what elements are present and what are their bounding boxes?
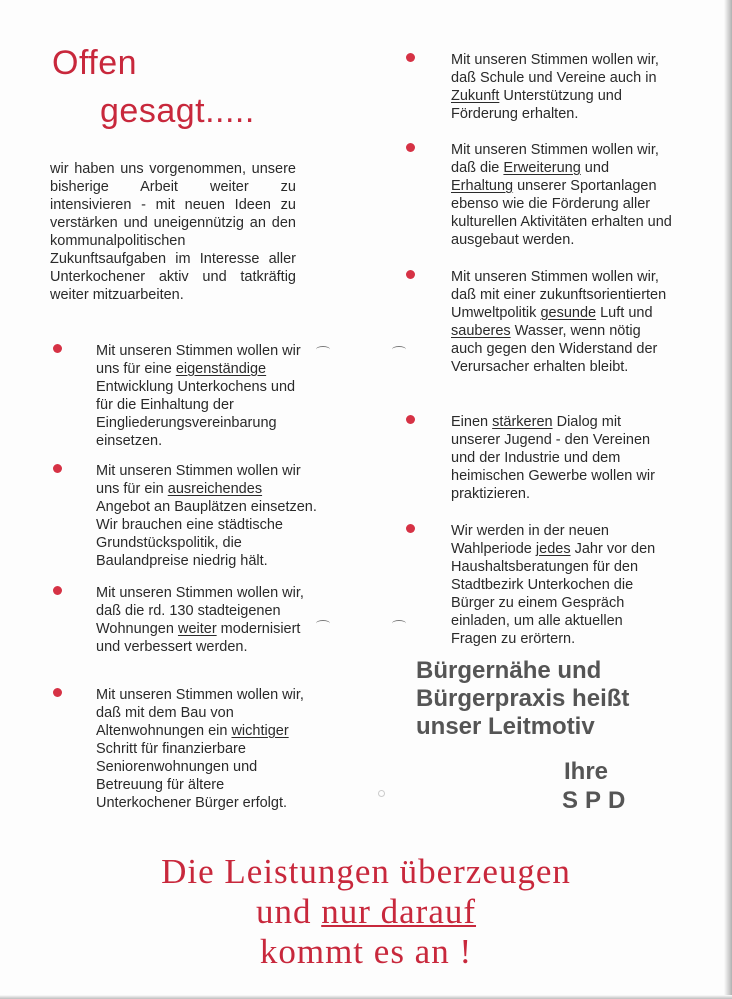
underlined-word: Erweiterung [503,160,581,176]
underlined-word: wichtiger [231,723,289,739]
right-bullet-4 [451,413,663,503]
underlined-word: weiter [177,621,217,637]
underlined-word: stärkeren [492,414,553,430]
bullet-dot [406,53,415,62]
right-bullet-5 [451,522,665,648]
bullet-text: modernisiert und verbessert werden. [96,621,301,655]
bullet-text: und [580,160,610,176]
footer-line: kommt es an ! [259,932,473,971]
underlined-word: ausreichendes [167,481,263,497]
bullet-dot [53,464,62,473]
bullet-text: Wir werden in der neuen Wahlperiode [451,523,609,557]
bullet-text: Jahr vor den Haushaltsberatungen für den Stadtbezirk Unterkochen die Bürger zu einem Gespräch einladen, um alle aktuellen Fragen zu erörtern. [451,541,656,647]
bullet-text: Dialog mit unserer Jugend - den Vereinen und der Industrie und dem heimischen Gewerbe wollen wir praktizieren. [451,414,655,502]
bullet-dot [53,344,62,353]
motto-line: Bürgernähe und [416,657,602,684]
bullet-text: Schritt für finanzierbare Seniorenwohnungen und Betreuung für ältere Unterkochener Bürger erfolgt. [96,741,288,811]
signature-ihre: Ihre [564,758,609,785]
underlined-word: Erhaltung [451,178,514,194]
bullet-text: Mit unseren Stimmen wollen wir, daß mit dem Bau von Altenwohnungen ein [96,687,304,739]
headline-gesagt: gesagt..... [100,92,255,130]
signature-spd: SPD [562,787,633,814]
left-bullet-3 [96,584,310,656]
footer-text: und [255,892,322,931]
underlined-word: sauberes [451,323,511,339]
fold-mark [392,620,406,627]
fold-mark [316,620,330,627]
underlined-word: jedes [535,541,571,557]
underlined-word: eigenständige [175,361,267,377]
underlined-word: Zukunft [451,88,500,104]
bullet-text: Wasser, wenn nötig auch gegen den Widerstand der Verursacher erhalten bleibt. [451,323,658,375]
bullet-text: unserer Sportanlagen ebenso wie die Förderung aller kulturellen Aktivitäten erhalten und ausgebaut werden. [451,178,672,248]
motto-line: unser Leitmotiv [416,713,595,740]
bullet-dot [406,415,415,424]
motto-line: Bürgerpraxis heißt [416,685,630,712]
fold-mark [392,346,406,353]
footer-underlined: nur darauf [321,892,477,931]
bullet-text: Mit unseren Stimmen wollen wir uns für ein [96,463,301,497]
left-bullet-2 [96,462,318,570]
bullet-dot [53,688,62,697]
bullet-text: Einen [451,414,493,430]
right-bullet-2 [451,141,673,249]
right-bullet-1 [451,51,661,123]
footer-slogan [0,852,732,972]
left-bullet-4 [96,686,306,812]
bullet-dot [406,524,415,533]
headline-offen: Offen [52,44,138,82]
bullet-text: Mit unseren Stimmen wollen wir, daß mit einer zukunftsorientierten Umweltpolitik [451,269,667,321]
bullet-dot [406,143,415,152]
motto [416,657,629,741]
bullet-text: Entwicklung Unterkochens und für die Einhaltung der Eingliederungsvereinbarung einsetzen. [96,379,296,449]
bullet-text: Luft und [596,305,653,321]
bullet-text: Mit unseren Stimmen wollen wir, daß die rd. 130 stadteigenen Wohnungen [96,585,304,637]
bullet-dot [53,586,62,595]
bullet-text: Mit unseren Stimmen wollen wir, daß Schule und Vereine auch in [451,52,659,86]
bullet-text: Unterstützung und Förderung erhalten. [451,88,622,122]
footer-line: Die Leistungen überzeugen [161,852,571,891]
paper-speck [378,790,385,797]
scan-edge [724,0,732,999]
underlined-word: gesunde [540,305,597,321]
bullet-dot [406,270,415,279]
fold-mark [316,346,330,353]
bullet-text: Mit unseren Stimmen wollen wir uns für eine [96,343,301,377]
bullet-text: Angebot an Bauplätzen einsetzen. Wir brauchen eine städtische Grundstückspolitik, die Baulandpreise niedrig hält. [96,499,317,569]
footer-line [0,892,732,932]
bullet-text: Mit unseren Stimmen wollen wir, daß die [451,142,659,176]
intro-paragraph: wir haben uns vorgenommen, unsere bisherige Arbeit weiter zu intensivieren - mit neuen Ideen zu verstärken und uneigennützig an den kommunalpolitischen Zukunftsaufgaben im Interesse aller Unterkochener aktiv und tatkräftig weiter mitzuarbeiten. [50,161,296,303]
scan-edge [0,995,732,999]
left-bullet-1 [96,342,310,450]
right-bullet-3 [451,268,669,376]
